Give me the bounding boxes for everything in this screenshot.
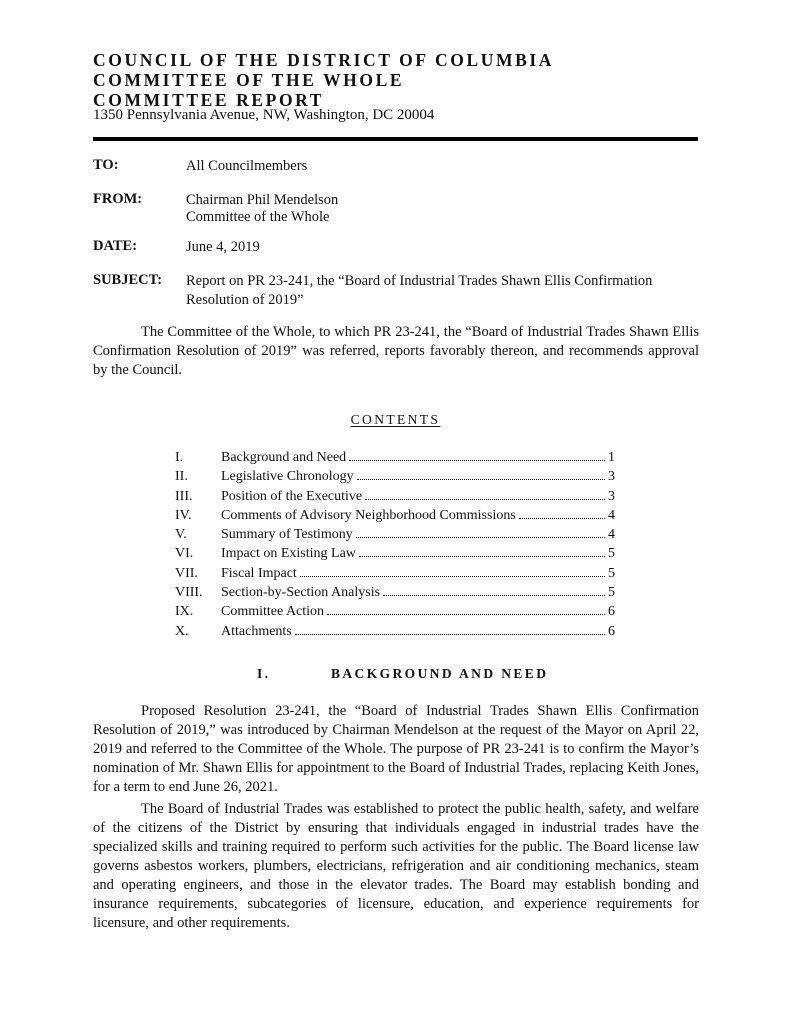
section-title: BACKGROUND AND NEED [331, 666, 549, 681]
toc-entry-leader [365, 499, 605, 500]
memo-from-value-1: Chairman Phil Mendelson [186, 192, 339, 208]
header-report: COMMITTEE REPORT [93, 90, 325, 110]
toc-entry-leader [356, 537, 605, 538]
toc-entry-page: 3 [608, 488, 615, 504]
memo-from-value-2: Committee of the Whole [186, 209, 330, 225]
background-paragraph-1 [93, 702, 699, 797]
table-of-contents [175, 450, 615, 643]
toc-entry-title: Section-by-Section Analysis [221, 585, 381, 601]
memo-subject-value: Report on PR 23-241, the “Board of Industrial Trades Shawn Ellis Confirmation Resolution of 2019” [186, 273, 653, 308]
toc-entry-leader [295, 634, 605, 635]
toc-entry-page: 5 [608, 546, 615, 562]
toc-entry-page: 6 [608, 604, 615, 620]
header-rule [93, 137, 698, 141]
toc-entry-number: IV. [175, 507, 192, 523]
background-paragraph-2 [93, 800, 699, 933]
background-text-2: The Board of Industrial Trades was established to protect the public health, safety, and welfare of the citizens of the District by ensuring that individuals engaged in industrial trades have the specialized skills and training required to perform such activities for the public. The Board license law governs asbestos workers, plumbers, electricians, refrigeration and air conditioning mechanics, steam and operating engineers, and those in the elevator trades. The Board may establish bonding and insurance requirements, subcategories of licensure, education, and experience requirements for licensure, and other requirements. [93, 801, 699, 931]
toc-entry [175, 604, 615, 623]
toc-entry-page: 3 [608, 469, 615, 485]
toc-entry-title: Committee Action [221, 604, 325, 620]
intro-text: The Committee of the Whole, to which PR 23-241, the “Board of Industrial Trades Shawn Ellis Confirmation Resolution of 2019” was referred, reports favorably thereon, and recommends approval by the Council. [93, 324, 699, 378]
toc-entry-leader [357, 479, 605, 480]
toc-entry [175, 527, 615, 546]
toc-entry-number: VI. [175, 546, 194, 562]
toc-entry-number: II. [175, 469, 188, 485]
toc-entry-leader [300, 576, 605, 577]
memo-to-label: TO: [93, 157, 119, 173]
toc-entry [175, 489, 615, 508]
toc-entry-page: 5 [608, 565, 615, 581]
toc-entry [175, 450, 615, 469]
memo-from-label: FROM: [93, 191, 143, 207]
toc-entry-leader [349, 460, 605, 461]
contents-title [0, 412, 791, 428]
background-text-1: Proposed Resolution 23-241, the “Board of Industrial Trades Shawn Ellis Confirmation Resolution of 2019,” was introduced by Chairman Mendelson at the request of the Mayor on April 22, 2019 and referred to the Committee of the Whole. The purpose of PR 23-241 is to confirm the Mayor’s nomination of Mr. Shawn Ellis for appointment to the Board of Industrial Trades, replacing Keith Jones, for a term to end June 26, 2021. [93, 703, 699, 795]
toc-entry-number: I. [175, 450, 184, 465]
toc-entry-title: Background and Need [221, 450, 347, 465]
toc-entry-page: 6 [608, 623, 615, 639]
header-address: 1350 Pennsylvania Avenue, NW, Washington, DC 20004 [93, 107, 435, 123]
toc-entry [175, 585, 615, 604]
toc-entry [175, 566, 615, 585]
toc-entry-number: VII. [175, 565, 198, 581]
toc-entry-title: Legislative Chronology [221, 469, 354, 485]
toc-entry [175, 508, 615, 527]
toc-entry-page: 5 [608, 585, 615, 601]
header-committee: COMMITTEE OF THE WHOLE [93, 70, 405, 90]
toc-entry [175, 624, 615, 643]
toc-entry-title: Fiscal Impact [221, 565, 297, 581]
toc-entry [175, 546, 615, 565]
toc-entry-leader [327, 614, 605, 615]
toc-entry-number: VIII. [175, 585, 203, 601]
toc-entry [175, 469, 615, 488]
toc-entry-page: 4 [608, 507, 615, 523]
toc-entry-page: 1 [608, 450, 615, 465]
contents-title-text: CONTENTS [350, 412, 441, 427]
memo-date-value: June 4, 2019 [186, 239, 260, 255]
toc-entry-leader [519, 518, 605, 519]
toc-entry-number: IX. [175, 604, 194, 620]
header-council: COUNCIL OF THE DISTRICT OF COLUMBIA [93, 50, 554, 70]
toc-entry-number: V. [175, 527, 187, 543]
intro-paragraph [93, 323, 699, 380]
toc-entry-title: Summary of Testimony [221, 527, 353, 543]
toc-entry-title: Attachments [221, 623, 292, 639]
toc-entry-title: Position of the Executive [221, 488, 363, 504]
toc-entry-title: Comments of Advisory Neighborhood Commissions [221, 507, 516, 523]
section-number: I. [257, 666, 271, 681]
toc-entry-title: Impact on Existing Law [221, 546, 356, 562]
memo-date-label: DATE: [93, 238, 138, 254]
memo-to-value: All Councilmembers [186, 158, 308, 174]
toc-entry-leader [359, 556, 605, 557]
toc-entry-leader [383, 595, 605, 596]
memo-subject-label: SUBJECT: [93, 272, 163, 288]
toc-entry-page: 4 [608, 527, 615, 543]
toc-entry-number: III. [175, 488, 193, 504]
toc-entry-number: X. [175, 623, 189, 639]
